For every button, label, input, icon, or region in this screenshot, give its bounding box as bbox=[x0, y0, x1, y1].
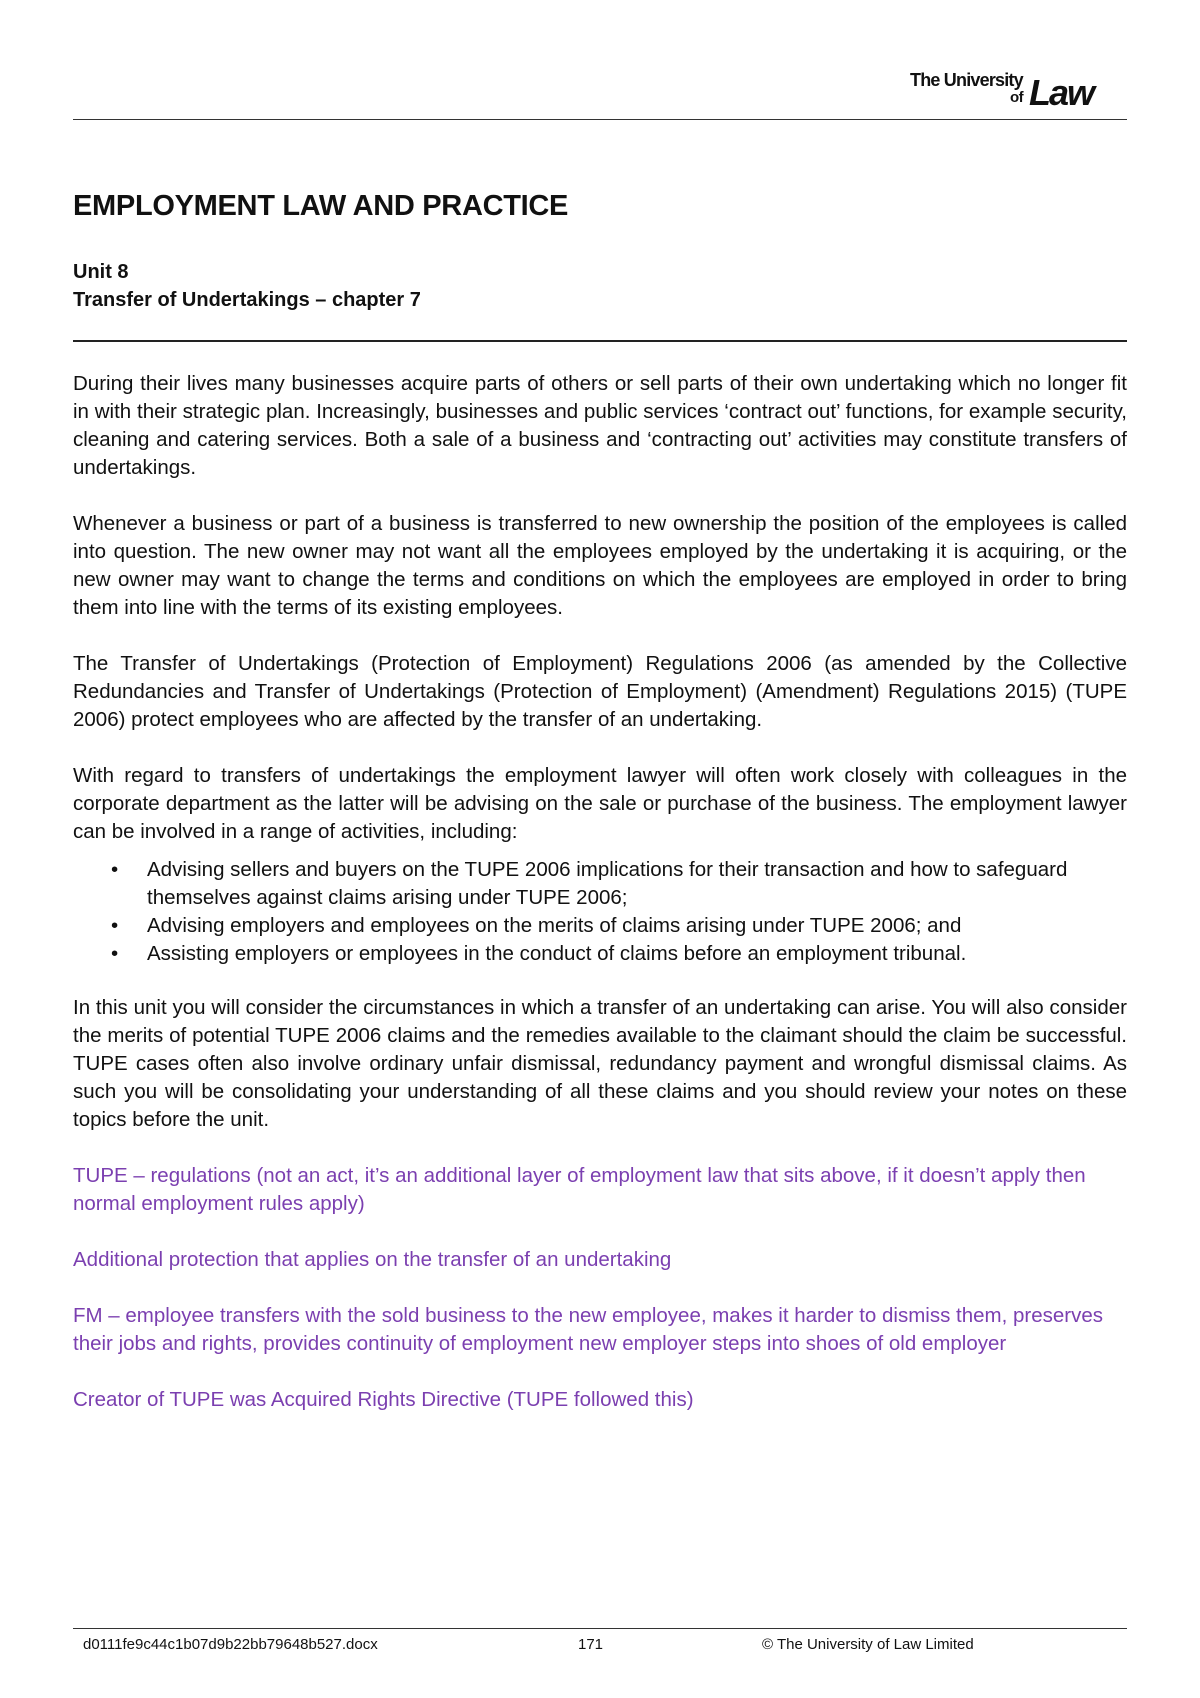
unit-subtitle: Transfer of Undertakings – chapter 7 bbox=[73, 289, 421, 311]
handwritten-note: FM – employee transfers with the sold business to the new employee, makes it harder to dismiss them, preserves their jobs and rights, provides continuity of employment new employer steps into shoes of old employer bbox=[73, 1304, 1104, 1355]
closing-paragraph: In this unit you will consider the circumstances in which a transfer of an undertaking can arise. You will also consider the merits of potential TUPE 2006 claims and the remedies available to the claimant should the claim be successful. TUPE cases often also involve ordinary unfair dismissal, redundancy payment and wrongful dismissal claims. As such you will be consolidating your understanding of all these claims and you should review your notes on these topics before the unit. bbox=[73, 996, 1127, 1131]
unit-heading bbox=[73, 258, 421, 314]
document-title: EMPLOYMENT LAW AND PRACTICE bbox=[73, 190, 569, 222]
bullet-icon: • bbox=[111, 942, 119, 965]
list-item bbox=[73, 940, 1127, 968]
bullet-icon: • bbox=[111, 914, 119, 937]
logo-text-line1: The University bbox=[910, 70, 1023, 90]
footer-filename: d0111fe9c44c1b07d9b22bb79648b527.docx bbox=[83, 1636, 378, 1653]
title-divider bbox=[73, 340, 1127, 342]
document-body bbox=[73, 370, 1127, 1442]
handwritten-note: Additional protection that applies on the transfer of an undertaking bbox=[73, 1248, 672, 1271]
activities-list bbox=[73, 856, 1127, 968]
unit-number: Unit 8 bbox=[73, 261, 129, 283]
list-item bbox=[73, 912, 1127, 940]
logo-text-line3: Law bbox=[1029, 72, 1094, 113]
list-item-text: Advising sellers and buyers on the TUPE 2006 implications for their transaction and how to safeguard themselves against claims arising under TUPE 2006; bbox=[147, 858, 1068, 909]
handwritten-note: TUPE – regulations (not an act, it’s an additional layer of employment law that sits above, if it doesn’t apply then normal employment rules apply) bbox=[73, 1164, 1086, 1215]
list-item-text: Advising employers and employees on the merits of claims arising under TUPE 2006; and bbox=[147, 914, 962, 937]
header-divider bbox=[73, 119, 1127, 120]
handwritten-note: Creator of TUPE was Acquired Rights Directive (TUPE followed this) bbox=[73, 1388, 694, 1411]
footer-page-number: 171 bbox=[578, 1636, 604, 1653]
bullet-icon: • bbox=[111, 858, 119, 881]
body-paragraph: During their lives many businesses acquire parts of others or sell parts of their own undertaking which no longer fit in with their strategic plan. Increasingly, businesses and public services ‘contract out’ functions, for example security, cleaning and catering services. Both a sale of a business and ‘contracting out’ activities may constitute transfers of undertakings. bbox=[73, 372, 1127, 479]
body-paragraph: With regard to transfers of undertakings the employment lawyer will often work closely with colleagues in the corporate department as the latter will be advising on the sale or purchase of the business. The employment lawyer can be involved in a range of activities, including: bbox=[73, 764, 1127, 843]
footer-divider bbox=[73, 1628, 1127, 1629]
list-item-text: Assisting employers or employees in the conduct of claims before an employment tribunal. bbox=[147, 942, 967, 965]
body-paragraph: The Transfer of Undertakings (Protection of Employment) Regulations 2006 (as amended by the Collective Redundancies and Transfer of Undertakings (Protection of Employment) (Amendment) Regulations 2015) (TUPE 2006) protect employees who are affected by the transfer of an undertaking. bbox=[73, 652, 1127, 731]
university-logo bbox=[910, 68, 1120, 113]
footer-copyright: © The University of Law Limited bbox=[762, 1636, 974, 1653]
body-paragraph: Whenever a business or part of a business is transferred to new ownership the position of the employees is called into question. The new owner may not want all the employees employed by the undertaking it is acquiring, or the new owner may want to change the terms and conditions on which the employees are employed in order to bring them into line with the terms of its existing employees. bbox=[73, 512, 1127, 619]
list-item bbox=[73, 856, 1127, 912]
logo-text-line2: of bbox=[1010, 89, 1024, 106]
